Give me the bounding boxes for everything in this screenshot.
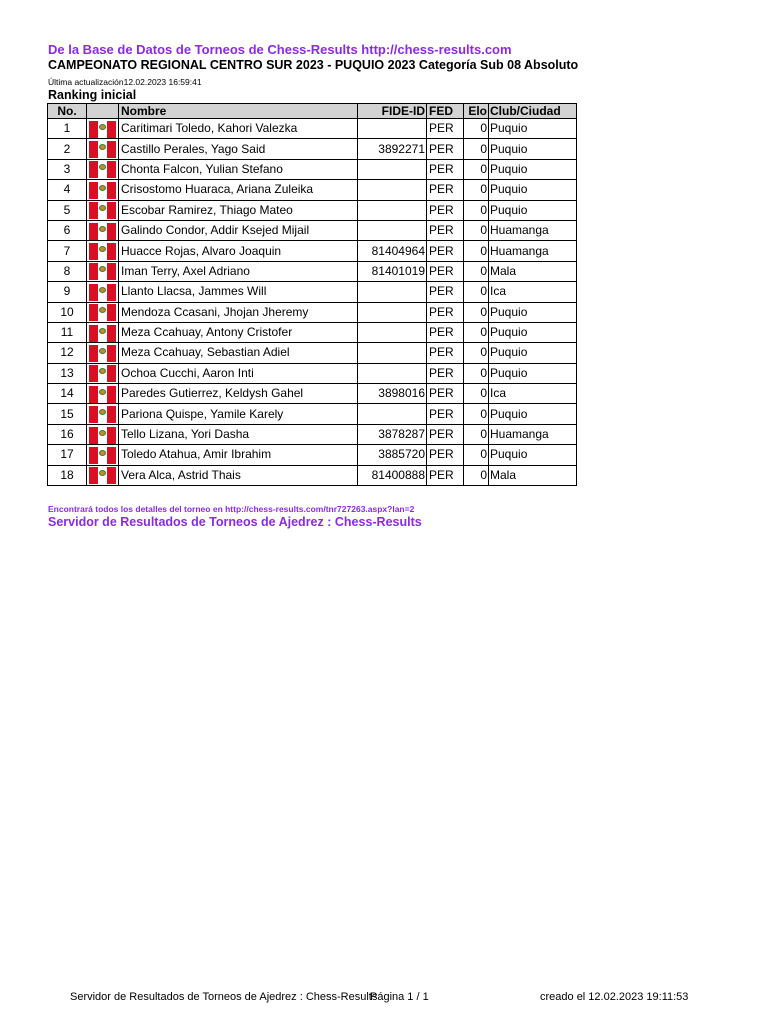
server-name: Servidor de Resultados de Torneos de Ajedrez : Chess-Results bbox=[48, 515, 422, 529]
peru-flag-icon bbox=[89, 182, 116, 199]
cell-name: Castillo Perales, Yago Said bbox=[119, 139, 358, 159]
cell-club: Huamanga bbox=[489, 220, 577, 240]
cell-name: Huacce Rojas, Alvaro Joaquin bbox=[119, 241, 358, 261]
cell-flag bbox=[87, 384, 119, 404]
cell-name: Ochoa Cucchi, Aaron Inti bbox=[119, 363, 358, 383]
peru-flag-icon bbox=[89, 202, 116, 219]
peru-flag-icon bbox=[89, 345, 116, 362]
cell-fide-id: 3885720 bbox=[358, 445, 427, 465]
cell-fide-id bbox=[358, 282, 427, 302]
cell-flag bbox=[87, 180, 119, 200]
cell-no: 7 bbox=[48, 241, 87, 261]
cell-fide-id: 3892271 bbox=[358, 139, 427, 159]
cell-flag bbox=[87, 322, 119, 342]
cell-name: Chonta Falcon, Yulian Stefano bbox=[119, 159, 358, 179]
cell-elo: 0 bbox=[464, 180, 489, 200]
table-row bbox=[48, 465, 577, 485]
peru-flag-icon bbox=[89, 386, 116, 403]
cell-fed: PER bbox=[427, 465, 464, 485]
page-number: Página 1 / 1 bbox=[370, 991, 429, 1003]
table-row bbox=[48, 220, 577, 240]
table-row bbox=[48, 119, 577, 139]
cell-flag bbox=[87, 159, 119, 179]
peru-flag-icon bbox=[89, 223, 116, 240]
ranking-table-body bbox=[48, 119, 577, 486]
col-header-club: Club/Ciudad bbox=[489, 104, 577, 119]
cell-no: 15 bbox=[48, 404, 87, 424]
col-header-elo: Elo bbox=[464, 104, 489, 119]
table-row bbox=[48, 302, 577, 322]
col-header-fide-id: FIDE-ID bbox=[358, 104, 427, 119]
table-row bbox=[48, 322, 577, 342]
cell-name: Paredes Gutierrez, Keldysh Gahel bbox=[119, 384, 358, 404]
cell-club: Puquio bbox=[489, 322, 577, 342]
peru-flag-icon bbox=[89, 284, 116, 301]
cell-flag bbox=[87, 465, 119, 485]
cell-name: Pariona Quispe, Yamile Karely bbox=[119, 404, 358, 424]
cell-name: Vera Alca, Astrid Thais bbox=[119, 465, 358, 485]
cell-elo: 0 bbox=[464, 282, 489, 302]
cell-flag bbox=[87, 119, 119, 139]
table-row bbox=[48, 343, 577, 363]
cell-elo: 0 bbox=[464, 119, 489, 139]
cell-no: 9 bbox=[48, 282, 87, 302]
peru-flag-icon bbox=[89, 406, 116, 423]
cell-club: Ica bbox=[489, 282, 577, 302]
cell-club: Puquio bbox=[489, 119, 577, 139]
cell-fed: PER bbox=[427, 159, 464, 179]
cell-fed: PER bbox=[427, 445, 464, 465]
table-row bbox=[48, 261, 577, 281]
cell-no: 4 bbox=[48, 180, 87, 200]
cell-no: 17 bbox=[48, 445, 87, 465]
cell-no: 10 bbox=[48, 302, 87, 322]
table-row bbox=[48, 384, 577, 404]
peru-flag-icon bbox=[89, 365, 116, 382]
cell-elo: 0 bbox=[464, 159, 489, 179]
cell-elo: 0 bbox=[464, 404, 489, 424]
cell-fide-id bbox=[358, 343, 427, 363]
cell-elo: 0 bbox=[464, 302, 489, 322]
cell-fide-id: 81400888 bbox=[358, 465, 427, 485]
cell-club: Mala bbox=[489, 465, 577, 485]
cell-name: Galindo Condor, Addir Ksejed Mijail bbox=[119, 220, 358, 240]
cell-elo: 0 bbox=[464, 424, 489, 444]
cell-fed: PER bbox=[427, 302, 464, 322]
cell-fide-id bbox=[358, 404, 427, 424]
cell-elo: 0 bbox=[464, 363, 489, 383]
cell-fed: PER bbox=[427, 200, 464, 220]
cell-elo: 0 bbox=[464, 200, 489, 220]
col-header-name: Nombre bbox=[119, 104, 358, 119]
peru-flag-icon bbox=[89, 141, 116, 158]
cell-elo: 0 bbox=[464, 445, 489, 465]
cell-club: Puquio bbox=[489, 139, 577, 159]
cell-fed: PER bbox=[427, 139, 464, 159]
cell-name: Meza Ccahuay, Antony Cristofer bbox=[119, 322, 358, 342]
cell-no: 5 bbox=[48, 200, 87, 220]
cell-flag bbox=[87, 445, 119, 465]
cell-fed: PER bbox=[427, 363, 464, 383]
cell-fide-id bbox=[358, 220, 427, 240]
cell-name: Toledo Atahua, Amir Ibrahim bbox=[119, 445, 358, 465]
table-header-row bbox=[48, 104, 577, 119]
col-header-no: No. bbox=[48, 104, 87, 119]
cell-name: Tello Lizana, Yori Dasha bbox=[119, 424, 358, 444]
cell-elo: 0 bbox=[464, 139, 489, 159]
cell-flag bbox=[87, 200, 119, 220]
cell-no: 6 bbox=[48, 220, 87, 240]
peru-flag-icon bbox=[89, 467, 116, 484]
cell-fide-id bbox=[358, 363, 427, 383]
ranking-heading: Ranking inicial bbox=[48, 88, 137, 102]
cell-no: 11 bbox=[48, 322, 87, 342]
peru-flag-icon bbox=[89, 427, 116, 444]
cell-fed: PER bbox=[427, 220, 464, 240]
cell-fide-id bbox=[358, 180, 427, 200]
cell-no: 2 bbox=[48, 139, 87, 159]
table-row bbox=[48, 282, 577, 302]
table-row bbox=[48, 424, 577, 444]
cell-club: Puquio bbox=[489, 445, 577, 465]
cell-fide-id bbox=[358, 302, 427, 322]
cell-no: 8 bbox=[48, 261, 87, 281]
cell-club: Puquio bbox=[489, 159, 577, 179]
peru-flag-icon bbox=[89, 121, 116, 138]
cell-club: Puquio bbox=[489, 200, 577, 220]
col-header-fed: FED bbox=[427, 104, 464, 119]
peru-flag-icon bbox=[89, 325, 116, 342]
tournament-details-link[interactable]: Encontrará todos los detalles del torneo en http://chess-results.com/tnr727263.aspx?lan=2 bbox=[48, 504, 415, 514]
cell-name: Llanto Llacsa, Jammes Will bbox=[119, 282, 358, 302]
cell-name: Crisostomo Huaraca, Ariana Zuleika bbox=[119, 180, 358, 200]
cell-no: 14 bbox=[48, 384, 87, 404]
cell-fide-id bbox=[358, 322, 427, 342]
cell-flag bbox=[87, 363, 119, 383]
cell-club: Puquio bbox=[489, 302, 577, 322]
table-row bbox=[48, 139, 577, 159]
cell-flag bbox=[87, 241, 119, 261]
cell-fed: PER bbox=[427, 261, 464, 281]
cell-flag bbox=[87, 220, 119, 240]
cell-fide-id: 3878287 bbox=[358, 424, 427, 444]
cell-flag bbox=[87, 139, 119, 159]
cell-club: Puquio bbox=[489, 404, 577, 424]
cell-no: 12 bbox=[48, 343, 87, 363]
col-header-flag bbox=[87, 104, 119, 119]
ranking-table bbox=[47, 103, 577, 486]
cell-fed: PER bbox=[427, 384, 464, 404]
cell-fed: PER bbox=[427, 343, 464, 363]
table-row bbox=[48, 445, 577, 465]
last-update: Última actualización12.02.2023 16:59:41 bbox=[48, 77, 202, 87]
cell-elo: 0 bbox=[464, 261, 489, 281]
peru-flag-icon bbox=[89, 447, 116, 464]
cell-name: Mendoza Ccasani, Jhojan Jheremy bbox=[119, 302, 358, 322]
table-row bbox=[48, 200, 577, 220]
peru-flag-icon bbox=[89, 263, 116, 280]
cell-flag bbox=[87, 302, 119, 322]
peru-flag-icon bbox=[89, 243, 116, 260]
cell-name: Meza Ccahuay, Sebastian Adiel bbox=[119, 343, 358, 363]
cell-fed: PER bbox=[427, 119, 464, 139]
cell-no: 13 bbox=[48, 363, 87, 383]
cell-elo: 0 bbox=[464, 465, 489, 485]
page-footer-source: Servidor de Resultados de Torneos de Ajedrez : Chess-Results bbox=[70, 991, 378, 1003]
cell-club: Huamanga bbox=[489, 424, 577, 444]
cell-fide-id: 3898016 bbox=[358, 384, 427, 404]
table-row bbox=[48, 363, 577, 383]
table-row bbox=[48, 241, 577, 261]
cell-flag bbox=[87, 424, 119, 444]
cell-elo: 0 bbox=[464, 343, 489, 363]
cell-flag bbox=[87, 404, 119, 424]
tournament-title: CAMPEONATO REGIONAL CENTRO SUR 2023 - PUQUIO 2023 Categoría Sub 08 Absoluto bbox=[48, 58, 579, 72]
table-row bbox=[48, 180, 577, 200]
cell-flag bbox=[87, 282, 119, 302]
cell-fide-id: 81401019 bbox=[358, 261, 427, 281]
table-row bbox=[48, 404, 577, 424]
peru-flag-icon bbox=[89, 304, 116, 321]
cell-elo: 0 bbox=[464, 220, 489, 240]
cell-fide-id bbox=[358, 200, 427, 220]
cell-fed: PER bbox=[427, 322, 464, 342]
cell-name: Caritimari Toledo, Kahori Valezka bbox=[119, 119, 358, 139]
cell-club: Puquio bbox=[489, 343, 577, 363]
cell-flag bbox=[87, 261, 119, 281]
peru-flag-icon bbox=[89, 161, 116, 178]
cell-elo: 0 bbox=[464, 384, 489, 404]
cell-no: 16 bbox=[48, 424, 87, 444]
created-timestamp: creado el 12.02.2023 19:11:53 bbox=[540, 991, 689, 1003]
cell-fed: PER bbox=[427, 241, 464, 261]
cell-elo: 0 bbox=[464, 241, 489, 261]
cell-fed: PER bbox=[427, 180, 464, 200]
cell-name: Iman Terry, Axel Adriano bbox=[119, 261, 358, 281]
cell-no: 18 bbox=[48, 465, 87, 485]
cell-no: 1 bbox=[48, 119, 87, 139]
cell-no: 3 bbox=[48, 159, 87, 179]
cell-fide-id bbox=[358, 119, 427, 139]
cell-club: Huamanga bbox=[489, 241, 577, 261]
cell-club: Puquio bbox=[489, 180, 577, 200]
cell-fed: PER bbox=[427, 424, 464, 444]
cell-elo: 0 bbox=[464, 322, 489, 342]
table-row bbox=[48, 159, 577, 179]
cell-fide-id: 81404964 bbox=[358, 241, 427, 261]
cell-club: Puquio bbox=[489, 363, 577, 383]
cell-club: Ica bbox=[489, 384, 577, 404]
cell-fed: PER bbox=[427, 282, 464, 302]
cell-fed: PER bbox=[427, 404, 464, 424]
cell-club: Mala bbox=[489, 261, 577, 281]
cell-name: Escobar Ramirez, Thiago Mateo bbox=[119, 200, 358, 220]
cell-fide-id bbox=[358, 159, 427, 179]
database-source-line: De la Base de Datos de Torneos de Chess-Results http://chess-results.com bbox=[48, 42, 512, 57]
cell-flag bbox=[87, 343, 119, 363]
